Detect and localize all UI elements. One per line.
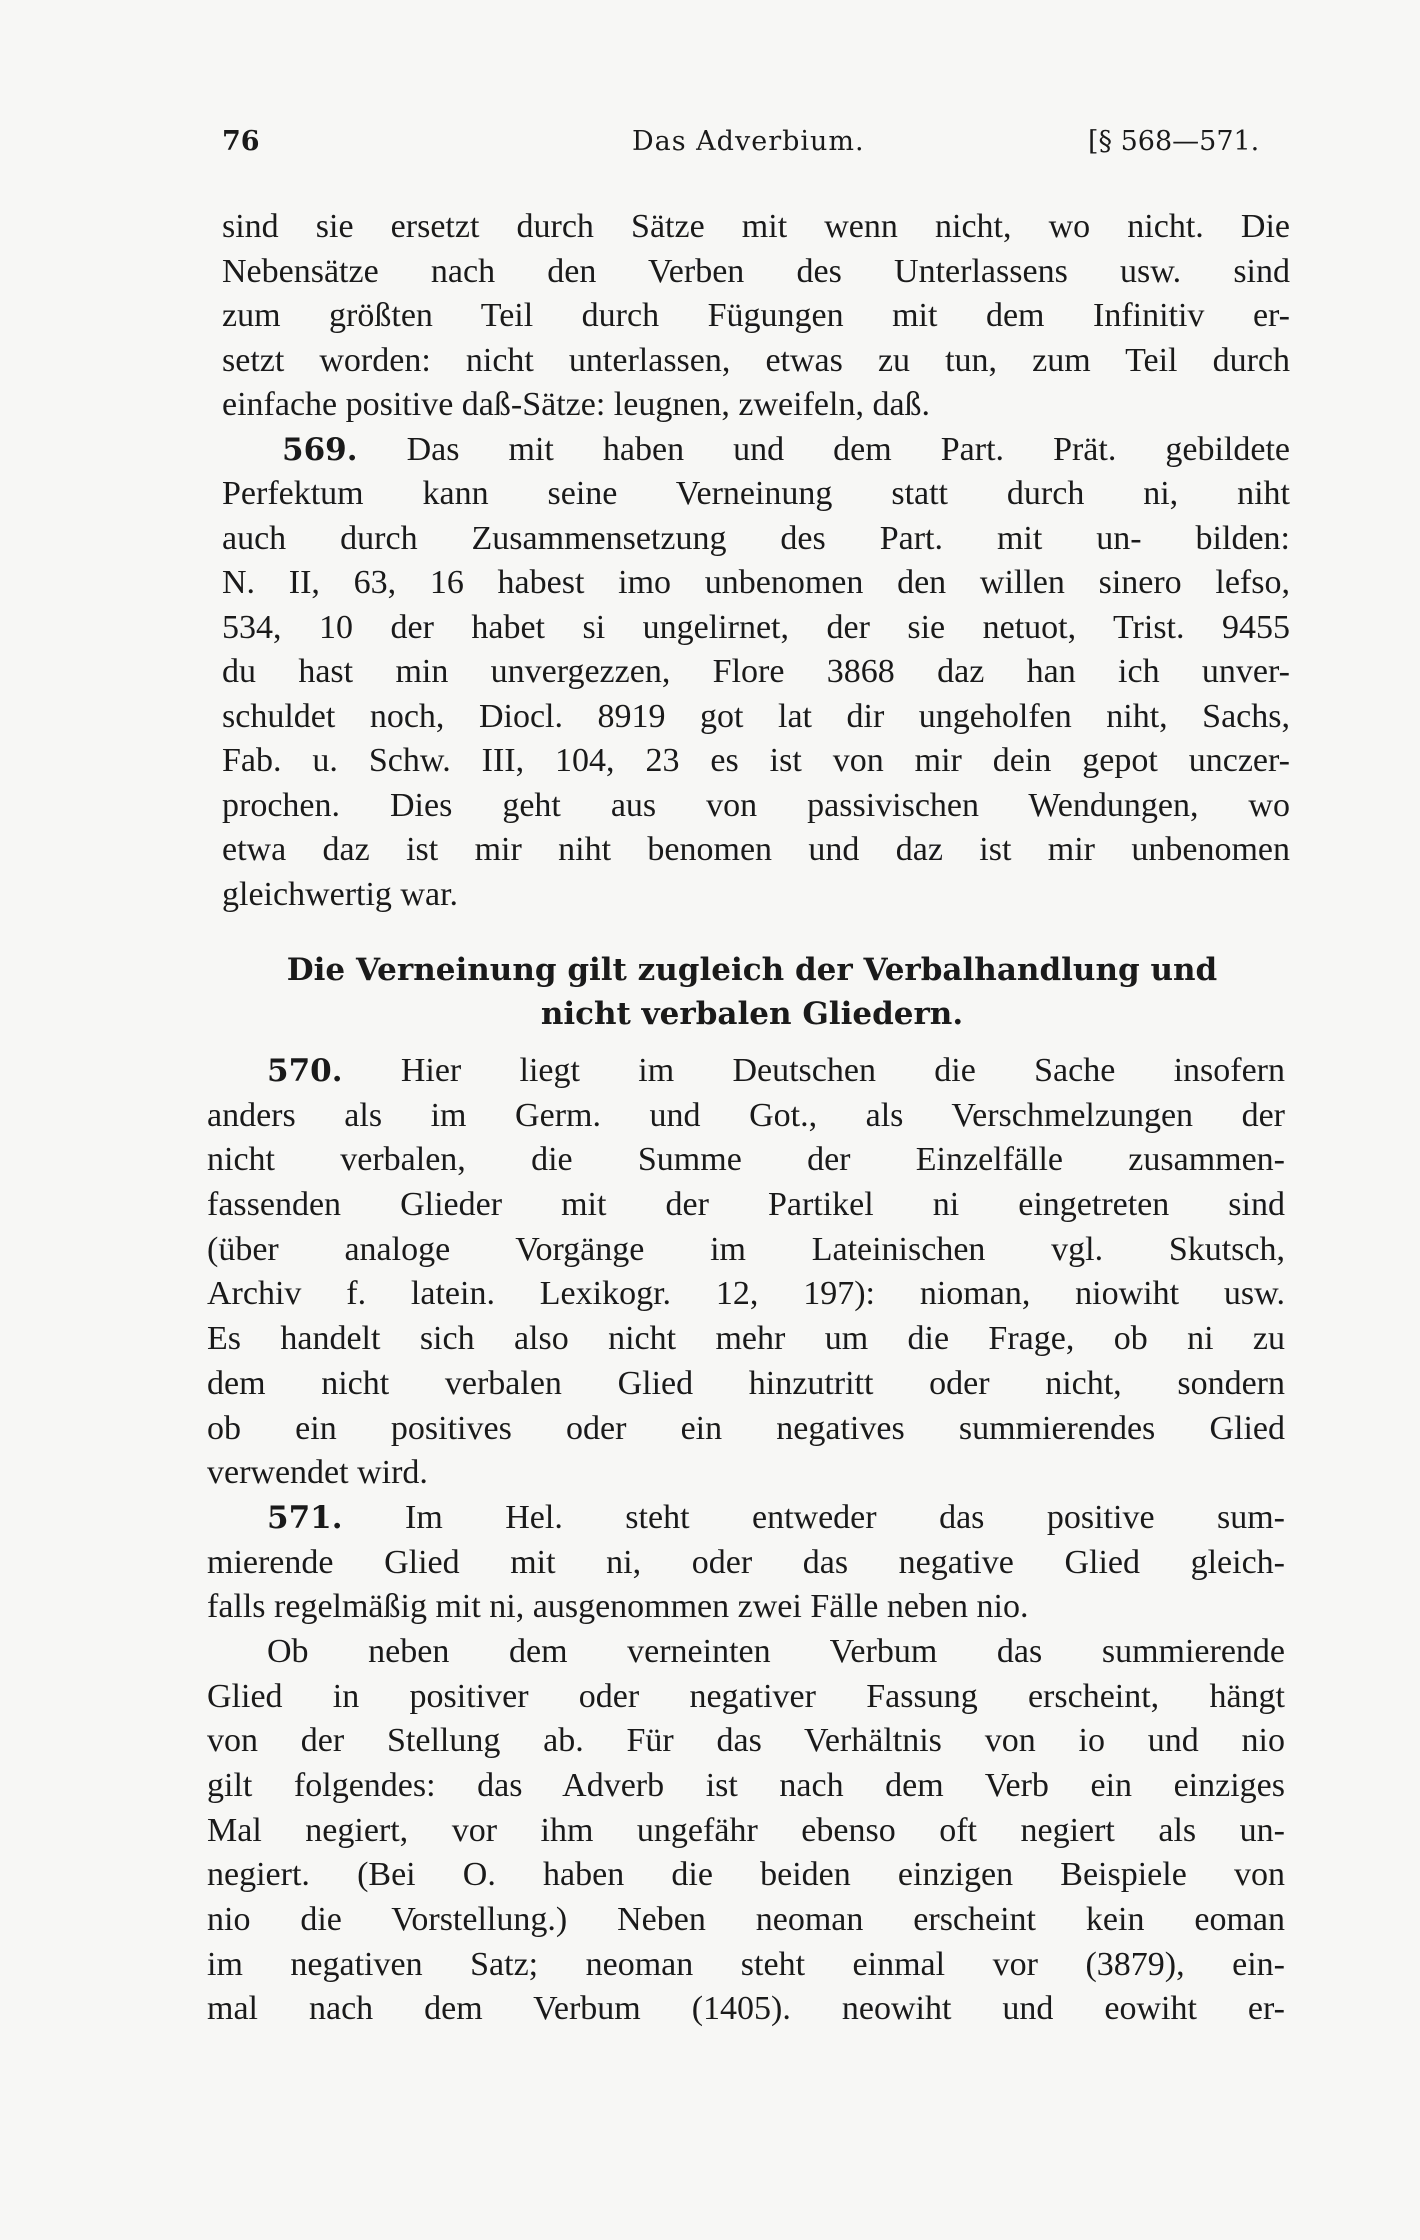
text-line: fassenden Glieder mit der Partikel ni eingetreten sind [207, 1186, 1285, 1224]
text-line: N. II, 63, 16 habest imo unbenomen den willen sinero lefso, [222, 564, 1290, 601]
text-line: Es handelt sich also nicht mehr um die Frage, ob ni zu [207, 1320, 1285, 1358]
text-line: Archiv f. latein. Lexikogr. 12, 197): nioman, niowiht usw. [207, 1275, 1285, 1313]
paragraph-569-first-line [222, 428, 1290, 473]
paragraph-571-first-line [207, 1496, 1285, 1541]
text-line: mierende Glied mit ni, oder das negative Glied gleich- [207, 1543, 1285, 1581]
text-line: negiert. (Bei O. haben die beiden einzigen Beispiele von [207, 1856, 1285, 1894]
text-line: von der Stellung ab. Für das Verhältnis von io und nio [207, 1722, 1285, 1760]
text-line: auch durch Zusammensetzung des Part. mit un- bilden: [222, 519, 1290, 557]
running-header [222, 126, 1262, 166]
text-line: im negativen Satz; neoman steht einmal vor (3879), ein- [207, 1945, 1285, 1983]
paragraph-570-first-line [207, 1049, 1285, 1094]
section-number-571: 571. [267, 1499, 343, 1536]
text-line: dem nicht verbalen Glied hinzutritt oder nicht, sondern [207, 1364, 1285, 1402]
section-number-570: 570. [267, 1053, 343, 1089]
heading-line: nicht verbalen Gliedern. [540, 996, 964, 1032]
text-line: nicht verbalen, die Summe der Einzelfälle zusammen- [207, 1141, 1285, 1179]
text-line: Im Hel. steht entweder das positive sum- [405, 1498, 1286, 1536]
text-line: einfache positive daß-Sätze: leugnen, zweifeln, daß. [222, 386, 931, 423]
section-range: [§ 568—571. [1088, 126, 1260, 157]
text-line: etwa daz ist mir niht benomen und daz ist mir unbenomen [222, 831, 1290, 868]
text-line: prochen. Dies geht aus von passivischen Wendungen, wo [222, 786, 1290, 824]
text-line: mal nach dem Verbum (1405). neowiht und eowiht er- [207, 1990, 1285, 2028]
paragraph-568-continuation [222, 205, 1290, 917]
text-line: nio die Vorstellung.) Neben neoman erscheint kein eoman [207, 1901, 1285, 1939]
text-line: Perfektum kann seine Verneinung statt durch ni, niht [222, 475, 1290, 512]
text-line: zum größten Teil durch Fügungen mit dem Infinitiv er- [222, 297, 1290, 334]
text-line: (über analoge Vorgänge im Lateinischen vgl. Skutsch, [207, 1230, 1285, 1268]
text-line: gleichwertig war. [222, 875, 459, 913]
text-line: setzt worden: nicht unterlassen, etwas zu tun, zum Teil durch [222, 341, 1290, 379]
text-line: Glied in positiver oder negativer Fassung erscheint, hängt [207, 1677, 1285, 1715]
page-number: 76 [222, 126, 260, 157]
running-title: Das Adverbium. [632, 126, 865, 157]
heading-line: Die Verneinung gilt zugleich der Verbalhandlung und [286, 952, 1218, 988]
text-line: ob ein positives oder ein negatives summierendes Glied [207, 1409, 1285, 1447]
text-line: Nebensätze nach den Verben des Unterlassens usw. sind [222, 252, 1290, 290]
text-line: Das mit haben und dem Part. Prät. gebildete [406, 430, 1291, 468]
text-line: anders als im Germ. und Got., als Verschmelzungen der [207, 1096, 1285, 1134]
text-line: schuldet noch, Diocl. 8919 got lat dir ungeholfen niht, Sachs, [222, 697, 1290, 735]
text-line: gilt folgendes: das Adverb ist nach dem Verb ein einziges [207, 1767, 1285, 1804]
text-line: falls regelmäßig mit ni, ausgenommen zwei Fälle neben nio. [207, 1588, 1029, 1626]
text-line [207, 1630, 1285, 1675]
text-line: du hast min unvergezzen, Flore 3868 daz han ich unver- [222, 653, 1290, 690]
section-heading [212, 948, 1292, 1036]
text-line-content: Ob neben dem verneinten Verbum das summierende [267, 1632, 1285, 1670]
text-line: verwendet wird. [207, 1454, 428, 1492]
text-line: 534, 10 der habet si ungelirnet, der sie netuot, Trist. 9455 [222, 608, 1290, 646]
section-number-569: 569. [282, 431, 358, 468]
text-line: Mal negiert, vor ihm ungefähr ebenso oft negiert als un- [207, 1811, 1285, 1849]
text-line: Fab. u. Schw. III, 104, 23 es ist von mir dein gepot unczer- [222, 742, 1290, 779]
text-line: sind sie ersetzt durch Sätze mit wenn nicht, wo nicht. Die [222, 208, 1290, 245]
paragraph-570 [207, 1049, 1285, 2032]
text-line: Hier liegt im Deutschen die Sache insofern [400, 1052, 1286, 1089]
